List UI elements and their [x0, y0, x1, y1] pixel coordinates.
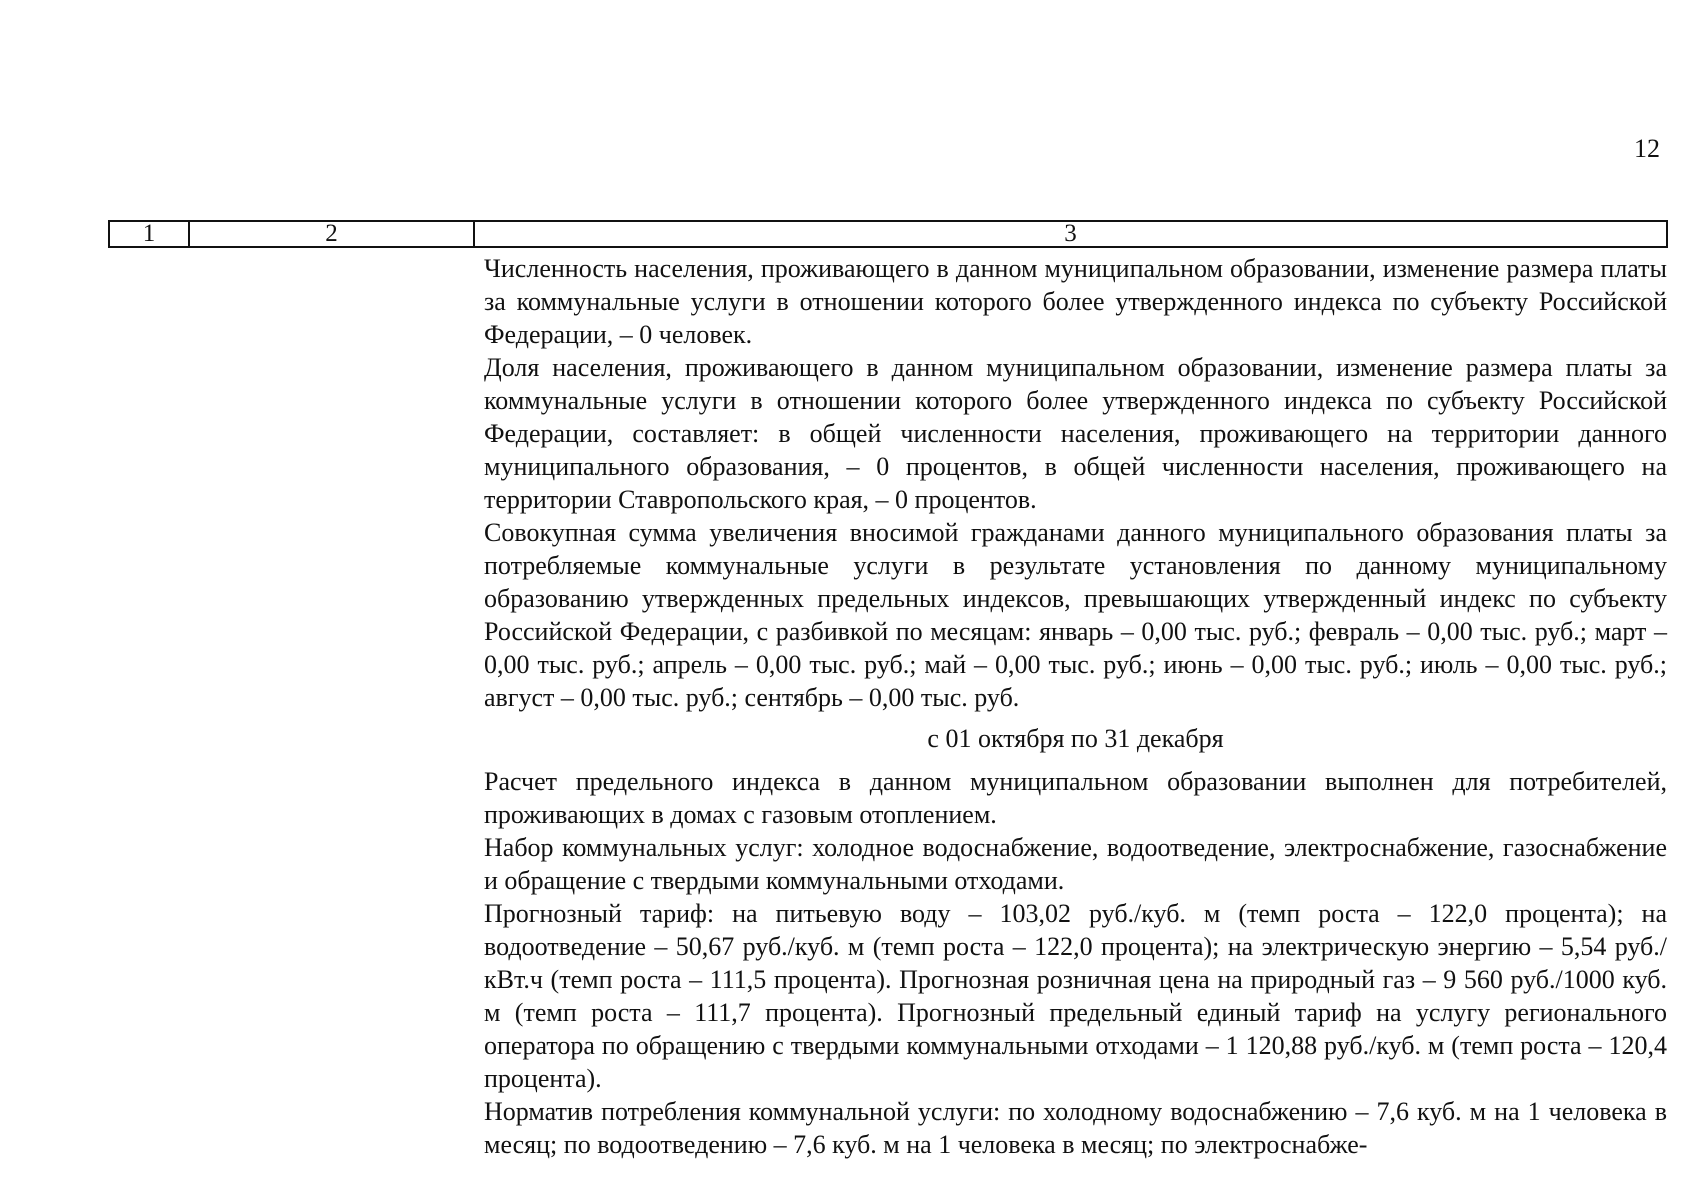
paragraph-population-count: Численность населения, проживающего в данном муниципальном образовании, изменение размера платы за коммунальные услуги в отношении которого более утвержденного индекса по субъекту Российской Федерации, – 0 человек.	[484, 254, 1667, 349]
paragraph-calculation-basis: Расчет предельного индекса в данном муниципальном образовании выполнен для потребителей, проживающих в домах с газовым отоплением.	[484, 767, 1667, 829]
period-heading: с 01 октября по 31 декабря	[927, 724, 1224, 753]
table-header-col-2: 2	[190, 222, 475, 246]
page-number: 12	[1634, 134, 1660, 163]
table-header-col-1: 1	[110, 222, 190, 246]
document-body	[484, 252, 1667, 1161]
paragraph-total-increase: Совокупная сумма увеличения вносимой гражданами данного муниципального образования платы за потребляемые коммунальные услуги в результате установления по данному муниципальному образованию утвержденных предельных индексов, превышающих утвержденный индекс по субъекту Российской Федерации, с разбивкой по месяцам: январь – 0,00 тыс. руб.; февраль – 0,00 тыс. руб.; март – 0,00 тыс. руб.; апрель – 0,00 тыс. руб.; май – 0,00 тыс. руб.; июнь – 0,00 тыс. руб.; июль – 0,00 тыс. руб.; август – 0,00 тыс. руб.; сентябрь – 0,00 тыс. руб.	[484, 518, 1667, 712]
paragraph-consumption-norm: Норматив потребления коммунальной услуги: по холодному водоснабжению – 7,6 куб. м на 1 человека в месяц; по водоотведению – 7,6 куб. м на 1 человека в месяц; по электроснабже-	[484, 1097, 1667, 1159]
table-header-col-3: 3	[1064, 220, 1077, 247]
paragraph-forecast-tariff: Прогнозный тариф: на питьевую воду – 103,02 руб./куб. м (темп роста – 122,0 процента); на водоотведение – 50,67 руб./куб. м (темп роста – 122,0 процента); на электрическую энергию – 5,54 руб./кВт.ч (темп роста – 111,5 процента). Прогнозная розничная цена на природный газ – 9 560 руб./1000 куб. м (темп роста – 111,7 процента). Прогнозный предельный единый тариф на услугу регионального оператора по обращению с твердыми коммунальными отходами – 1 120,88 руб./куб. м (темп роста – 120,4 процента).	[484, 899, 1667, 1093]
paragraph-population-share: Доля населения, проживающего в данном муниципальном образовании, изменение размера платы за коммунальные услуги в отношении которого более утвержденного индекса по субъекту Российской Федерации, составляет: в общей численности населения, проживающего на территории данного муниципального образования, – 0 процентов, в общей численности населения, проживающего на территории Ставропольского края, – 0 процентов.	[484, 353, 1667, 514]
paragraph-services-set: Набор коммунальных услуг: холодное водоснабжение, водоотведение, электроснабжение, газоснабжение и обращение с твердыми коммунальными отходами.	[484, 833, 1667, 895]
table-header-row	[108, 220, 1668, 248]
